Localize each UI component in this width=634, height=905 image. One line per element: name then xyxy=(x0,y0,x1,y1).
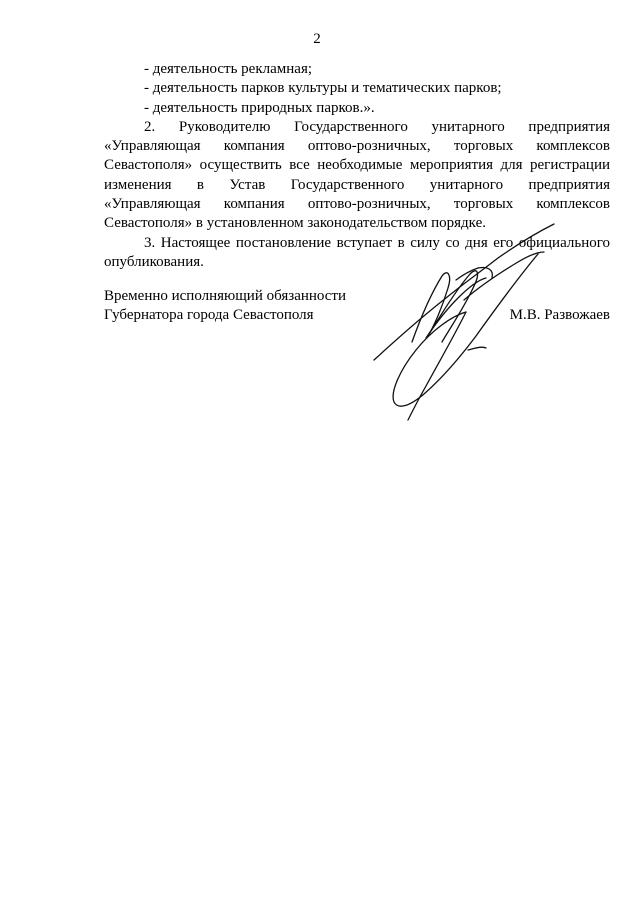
clause-2-line: «Управляющая компания оптово-розничных, торговых комплексов xyxy=(104,196,610,213)
signatory-name: М.В. Развожаев xyxy=(509,307,610,324)
bullet-item: - деятельность природных парков.». xyxy=(144,99,375,116)
clause-2-line: Севастополя» в установленном законодательством порядке. xyxy=(104,215,486,232)
signatory-position: Губернатора города Севастополя xyxy=(104,307,314,324)
clause-2-line: 2. Руководителю Государственного унитарного предприятия xyxy=(144,118,610,135)
clause-2-line: «Управляющая компания оптово-розничных, торговых комплексов xyxy=(104,138,610,155)
clause-2-line: Севастополя» осуществить все необходимые мероприятия для регистрации xyxy=(104,157,610,174)
bullet-item: - деятельность рекламная; xyxy=(144,61,313,77)
clause-2-line: изменения в Устав Государственного унитарного предприятия xyxy=(104,176,610,193)
signatory-position: Временно исполняющий обязанности xyxy=(104,288,347,304)
clause-3-line: 3. Настоящее постановление вступает в силу со дня его официального xyxy=(144,234,610,251)
bullet-item: - деятельность парков культуры и тематических парков; xyxy=(144,80,502,97)
handwritten-signature-icon xyxy=(368,218,558,428)
page-number: 2 xyxy=(313,31,321,47)
clause-3-line: опубликования. xyxy=(104,253,204,270)
